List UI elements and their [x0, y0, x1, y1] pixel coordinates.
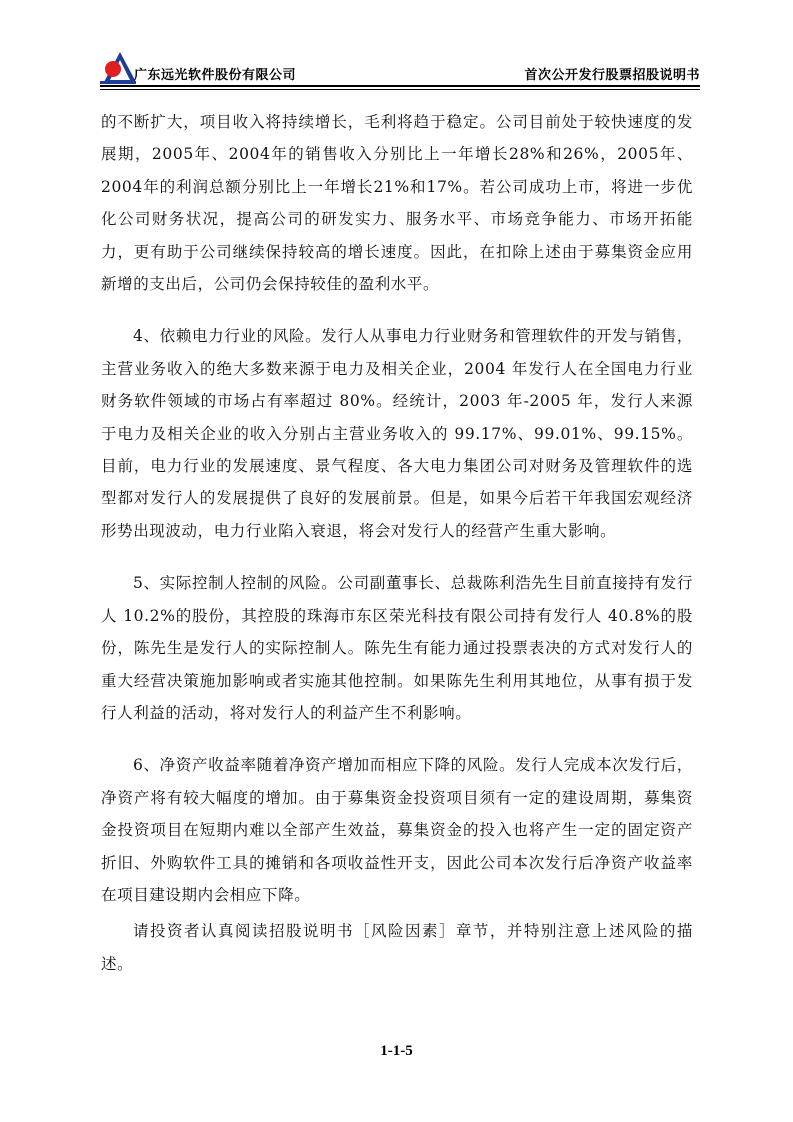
page-header [100, 50, 700, 86]
header-divider-thin [100, 89, 700, 90]
company-logo-icon [100, 50, 136, 84]
document-body [101, 106, 693, 980]
company-name: 广东远光软件股份有限公司 [134, 68, 297, 83]
paragraph-continued: 的不断扩大，项目收入将持续增长，毛利将趋于稳定。公司目前处于较快速度的发展期，2005年、2004年的销售收入分别比上一年增长28%和26%，2005年、2004年的利润总额分别比上一年增长21%和17%。若公司成功上市，将进一步优化公司财务状况，提高公司的研发实力、服务水平、市场竞争能力、市场开拓能力，更有助于公司继续保持较高的增长速度。因此，在扣除上述由于募集资金应用新增的支出后，公司仍会保持较佳的盈利水平。 [101, 113, 693, 294]
paragraph-notice: 请投资者认真阅读招股说明书［风险因素］章节，并特别注意上述风险的描述。 [101, 922, 693, 973]
paragraph-risk-5: 5、实际控制人控制的风险。公司副董事长、总裁陈利浩先生目前直接持有发行人 10.2%的股份，其控股的珠海市东区荣光科技有限公司持有发行人 40.8%的股份，陈先生是发行人的实际控制人。陈先生有能力通过投票表决的方式对发行人的重大经营决策施加影响或者实施其他控制。如果陈先生利用其地位，从事有损于发行人利益的活动，将对发行人的利益产生不利影响。 [101, 574, 693, 722]
header-divider [100, 85, 700, 87]
paragraph-risk-4: 4、依赖电力行业的风险。发行人从事电力行业财务和管理软件的开发与销售，主营业务收入的绝大多数来源于电力及相关企业，2004 年发行人在全国电力行业财务软件领域的市场占有率超过 80%。经统计，2003 年-2005 年，发行人来源于电力及相关企业的收入分别占主营业务收入的 99.17%、99.01%、99.15%。目前，电力行业的发展速度、景气程度、各大电力集团公司对财务及管理软件的选型都对发行人的发展提供了良好的发展前景。但是，如果今后若干年我国宏观经济形势出现波动，电力行业陷入衰退，将会对发行人的经营产生重大影响。 [101, 327, 693, 540]
page-number: 1-1-5 [380, 1043, 413, 1059]
document-title: 首次公开发行股票招股说明书 [524, 68, 700, 83]
paragraph-risk-6: 6、净资产收益率随着净资产增加而相应下降的风险。发行人完成本次发行后，净资产将有较大幅度的增加。由于募集资金投资项目须有一定的建设周期，募集资金投资项目在短期内难以全部产生效益，募集资金的投入也将产生一定的固定资产折旧、外购软件工具的摊销和各项收益性开支，因此公司本次发行后净资产收益率在项目建设期内会相应下降。 [101, 756, 693, 904]
